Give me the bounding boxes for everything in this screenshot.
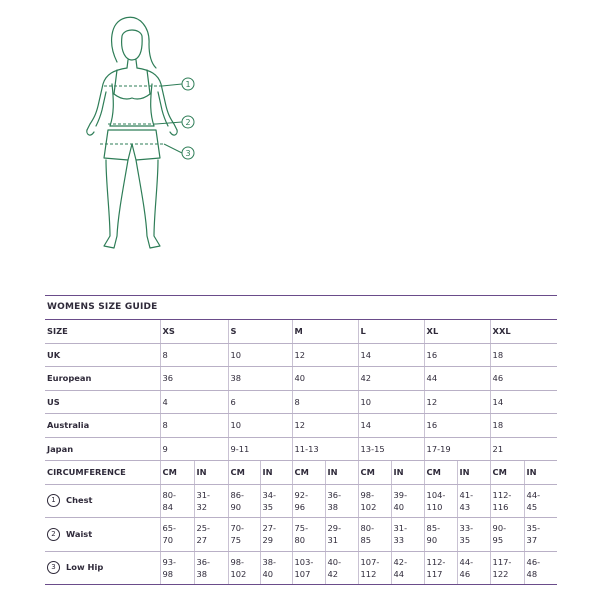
cm-value [490,484,524,518]
size-value: 11-13 [292,437,358,461]
size-header-row [45,320,557,343]
in-value-part: 37 [526,535,538,546]
cm-value-part: 98 [162,568,174,579]
marker-2: 2 [185,118,191,127]
in-value-part: 43 [459,501,471,512]
cm-value-part: 117- [492,556,512,567]
in-value [194,551,228,585]
cm-header: CM [292,461,325,485]
cm-value-part: 96 [294,501,306,512]
size-value: 18 [490,414,557,438]
cm-value [424,518,457,552]
cm-header: CM [228,461,260,485]
size-value: 18 [490,343,557,367]
size-value: 46 [490,367,557,391]
in-value [457,551,490,585]
size-value: 9-11 [228,437,292,461]
circumference-label: CIRCUMFERENCE [45,461,160,485]
cm-value-part: 95 [492,535,504,546]
cm-value-part: 75- [294,523,309,534]
measurement-label-cell [45,551,160,585]
cm-value-part: 110 [426,501,443,512]
in-value-part: 40 [393,501,405,512]
row-label: Australia [45,414,160,438]
in-value-part: 48 [526,568,538,579]
cm-value [160,484,194,518]
measurement-label-cell [45,518,160,552]
cm-value-part: 90 [426,535,438,546]
in-header: IN [325,461,358,485]
table-row [45,437,557,461]
measurement-row [45,518,557,552]
in-value-part: 29 [262,535,274,546]
female-figure-illustration [70,14,210,258]
measurement-label: Low Hip [66,562,104,573]
in-value [194,518,228,552]
size-value: 42 [358,367,424,391]
in-value-part: 31- [196,489,211,500]
table-row [45,367,557,391]
size-value: 17-19 [424,437,490,461]
marker-1: 1 [185,80,191,89]
in-value-part: 41- [459,489,474,500]
in-header: IN [524,461,557,485]
in-value-part: 45 [526,501,538,512]
size-value: 6 [228,390,292,414]
cm-value-part: 107- [360,556,380,567]
in-value-part: 40 [262,568,274,579]
in-value-part: 38- [262,556,277,567]
cm-header: CM [160,461,194,485]
cm-value-part: 90 [230,501,242,512]
cm-header: CM [358,461,391,485]
cm-value-part: 107 [294,568,311,579]
size-guide [45,295,557,585]
cm-value-part: 98- [230,556,245,567]
cm-value-part: 70 [162,535,174,546]
row-label: Japan [45,437,160,461]
in-value-part: 27- [262,523,277,534]
size-value: 9 [160,437,228,461]
size-value: 40 [292,367,358,391]
size-guide-table [45,320,557,585]
in-header: IN [391,461,424,485]
measurement-row [45,484,557,518]
size-value: 14 [490,390,557,414]
marker-3: 3 [185,149,191,158]
in-value-part: 32 [196,501,208,512]
cm-value [490,518,524,552]
cm-value-part: 103- [294,556,314,567]
size-value: 10 [228,343,292,367]
cm-value-part: 116 [492,501,509,512]
measurement-label: Waist [66,528,93,539]
in-value [524,551,557,585]
in-value-part: 31 [327,535,339,546]
in-value-part: 42 [327,568,339,579]
in-value [391,484,424,518]
size-value: 14 [358,343,424,367]
row-label: European [45,367,160,391]
cm-value [292,551,325,585]
cm-value-part: 80- [162,489,177,500]
in-header: IN [260,461,292,485]
cm-value-part: 80 [294,535,306,546]
cm-value-part: 98- [360,489,375,500]
cm-value [358,518,391,552]
in-value [524,518,557,552]
measurement-label: Chest [66,495,93,506]
in-value [325,518,358,552]
table-row [45,414,557,438]
cm-value [358,551,391,585]
size-value: 16 [424,414,490,438]
in-value [391,551,424,585]
measurement-label-cell [45,484,160,518]
in-value-part: 33 [393,535,405,546]
in-value-part: 25- [196,523,211,534]
cm-value [292,484,325,518]
in-value [325,551,358,585]
cm-value [228,551,260,585]
size-value: 21 [490,437,557,461]
cm-value-part: 104- [426,489,446,500]
size-xs: XS [160,320,228,343]
cm-value-part: 112- [492,489,512,500]
cm-value [490,551,524,585]
cm-value-part: 80- [360,523,375,534]
cm-value [424,551,457,585]
size-value: 16 [424,343,490,367]
in-value-part: 35 [459,535,471,546]
row-label: UK [45,343,160,367]
cm-value-part: 93- [162,556,177,567]
measurement-row [45,551,557,585]
cm-value [358,484,391,518]
in-value-part: 33- [459,523,474,534]
in-value-part: 44- [459,556,474,567]
in-value-part: 46- [526,556,541,567]
size-m: M [292,320,358,343]
in-value-part: 39- [393,489,408,500]
size-value: 10 [228,414,292,438]
cm-value [160,518,194,552]
body-measurement-figure [70,14,210,258]
size-value: 8 [160,343,228,367]
size-s: S [228,320,292,343]
in-value-part: 34- [262,489,277,500]
in-value [260,484,292,518]
in-value-part: 44 [393,568,405,579]
in-value-part: 36- [196,556,211,567]
cm-header: CM [424,461,457,485]
circumference-header-row [45,461,557,485]
cm-value-part: 112- [426,556,446,567]
size-value: 12 [424,390,490,414]
cm-value-part: 112 [360,568,377,579]
in-value [260,551,292,585]
in-value [194,484,228,518]
cm-value-part: 84 [162,501,174,512]
in-value-part: 46 [459,568,471,579]
in-value-part: 44- [526,489,541,500]
size-value: 36 [160,367,228,391]
in-value [524,484,557,518]
in-value-part: 42- [393,556,408,567]
number-circle-icon: 3 [47,561,60,574]
cm-value-part: 70- [230,523,245,534]
in-value [391,518,424,552]
in-value-part: 35- [526,523,541,534]
in-header: IN [194,461,228,485]
cm-value [424,484,457,518]
table-row [45,343,557,367]
cm-value-part: 92- [294,489,309,500]
cm-value-part: 122 [492,568,509,579]
in-value [260,518,292,552]
row-label: US [45,390,160,414]
size-value: 13-15 [358,437,424,461]
size-guide-title: WOMENS SIZE GUIDE [45,295,557,320]
size-value: 12 [292,343,358,367]
size-l: L [358,320,424,343]
in-value-part: 38 [196,568,208,579]
table-row [45,390,557,414]
size-value: 14 [358,414,424,438]
cm-value-part: 65- [162,523,177,534]
number-circle-icon: 2 [47,528,60,541]
cm-value-part: 102 [230,568,247,579]
size-value: 10 [358,390,424,414]
in-value [325,484,358,518]
cm-value-part: 86- [230,489,245,500]
size-label: SIZE [45,320,160,343]
size-value: 12 [292,414,358,438]
in-header: IN [457,461,490,485]
cm-value-part: 117 [426,568,443,579]
in-value [457,518,490,552]
cm-value-part: 90- [492,523,507,534]
cm-value [160,551,194,585]
in-value-part: 31- [393,523,408,534]
size-value: 38 [228,367,292,391]
cm-value-part: 85- [426,523,441,534]
cm-value-part: 85 [360,535,372,546]
in-value-part: 35 [262,501,274,512]
size-value: 8 [160,414,228,438]
size-value: 4 [160,390,228,414]
in-value-part: 40- [327,556,342,567]
in-value-part: 36- [327,489,342,500]
in-value-part: 29- [327,523,342,534]
size-value: 8 [292,390,358,414]
cm-value [228,518,260,552]
in-value [457,484,490,518]
cm-header: CM [490,461,524,485]
size-value: 44 [424,367,490,391]
cm-value [292,518,325,552]
cm-value [228,484,260,518]
in-value-part: 27 [196,535,208,546]
in-value-part: 38 [327,501,339,512]
number-circle-icon: 1 [47,494,60,507]
cm-value-part: 75 [230,535,242,546]
size-xl: XL [424,320,490,343]
cm-value-part: 102 [360,501,377,512]
size-xxl: XXL [490,320,557,343]
